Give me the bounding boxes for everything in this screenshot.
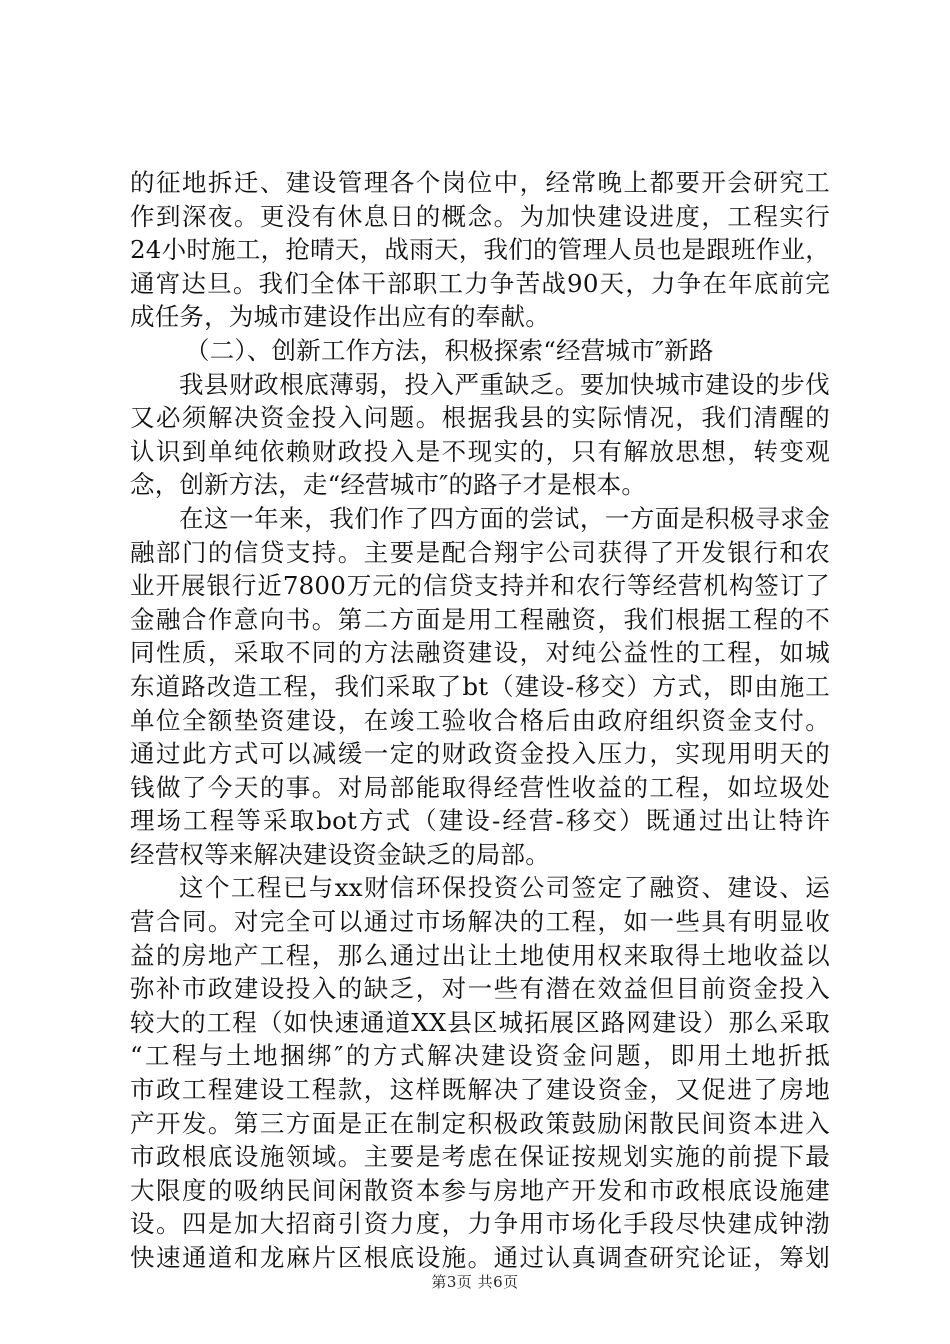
text-line: 通过此方式可以减缓一定的财政资金投入压力，实现用明天的: [130, 739, 830, 769]
text-line: 成任务，为城市建设作出应有的奉献。: [130, 302, 550, 332]
text-line: 24小时施工，抢晴天，战雨天，我们的管理人员也是跟班作业，: [130, 235, 830, 265]
text-line: 市政根底设施领域。主要是考虑在保证按规划实施的前提下最: [130, 1142, 830, 1172]
text-line: 钱做了今天的事。对局部能取得经营性收益的工程，如垃圾处: [130, 772, 830, 802]
text-line: “工程与土地捆绑″的方式解决建设资金问题，即用土地折抵: [130, 1041, 830, 1071]
text-line: 通宵达旦。我们全体干部职工力争苦战90天，力争在年底前完: [130, 268, 830, 298]
text-line: 作到深夜。更没有休息日的概念。为加快建设进度，工程实行: [130, 201, 830, 231]
text-line: 营合同。对完全可以通过市场解决的工程，如一些具有明显收: [130, 907, 830, 937]
text-line: 单位全额垫资建设，在竣工验收合格后由政府组织资金支付。: [130, 705, 830, 735]
text-line: 金融合作意向书。第二方面是用工程融资，我们根据工程的不: [130, 604, 830, 634]
text-line: 我县财政根底薄弱，投入严重缺乏。要加快城市建设的步伐: [179, 369, 830, 399]
text-line: 市政工程建设工程款，这样既解决了建设资金，又促进了房地: [130, 1075, 830, 1105]
text-line: 这个工程已与xx财信环保投资公司签定了融资、建设、运: [179, 873, 830, 903]
text-line: 的征地拆迁、建设管理各个岗位中，经常晚上都要开会研究工: [130, 168, 830, 197]
text-line: 在这一年来，我们作了四方面的尝试，一方面是积极寻求金: [179, 503, 830, 533]
text-line: 经营权等来解决建设资金缺乏的局部。: [130, 839, 550, 869]
text-line: 设。四是加大招商引资力度，力争用市场化手段尽快建成钟渤: [130, 1209, 830, 1239]
page-footer: 第3页 共6页: [431, 1273, 519, 1291]
text-line: 理场工程等采取bot方式（建设-经营-移交）既通过出让特许: [130, 806, 830, 836]
text-line: 同性质，采取不同的方法融资建设，对纯公益性的工程，如城: [130, 638, 830, 668]
text-line: 益的房地产工程，那么通过出让土地使用权来取得土地收益以: [130, 940, 830, 970]
text-line: 产开发。第三方面是正在制定积极政策鼓励闲散民间资本进入: [130, 1108, 830, 1138]
text-line: 融部门的信贷支持。主要是配合翔宇公司获得了开发银行和农: [130, 537, 830, 567]
text-line: 大限度的吸纳民间闲散资本参与房地产开发和市政根底设施建: [130, 1175, 830, 1205]
text-line: 认识到单纯依赖财政投入是不现实的，只有解放思想，转变观: [130, 436, 830, 466]
text-line: 弥补市政建设投入的缺乏，对一些有潜在效益但目前资金投入: [130, 974, 830, 1004]
text-line: 又必须解决资金投入问题。根据我县的实际情况，我们清醒的: [130, 403, 830, 433]
text-line: 业开展银行近7800万元的信贷支持并和农行等经营机构签订了: [130, 571, 830, 601]
text-line: 念，创新方法，走“经营城市″的路子才是根本。: [130, 470, 647, 500]
text-line: 东道路改造工程，我们采取了bt（建设-移交）方式，即由施工: [130, 671, 830, 701]
section-heading: （二）、创新工作方法，积极探索“经营城市″新路: [185, 335, 714, 365]
text-line: 快速通道和龙麻片区根底设施。通过认真调查研究论证，筹划: [130, 1243, 830, 1272]
document-body: [130, 166, 830, 1275]
text-line: 较大的工程（如快速通道XX县区城拓展区路网建设）那么采取: [130, 1007, 830, 1037]
